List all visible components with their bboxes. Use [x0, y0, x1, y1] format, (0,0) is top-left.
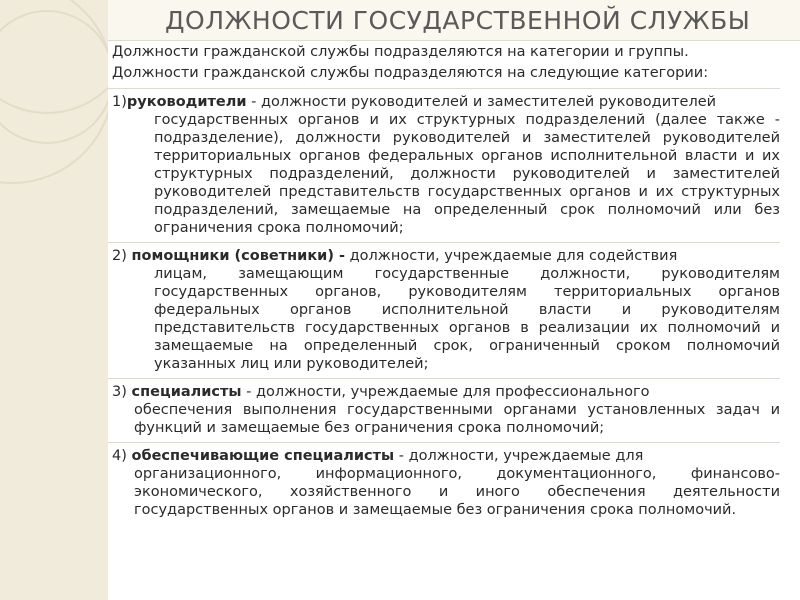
list-item [112, 247, 780, 373]
decorative-left-band [0, 0, 108, 600]
decorative-ring [0, 10, 108, 144]
list-item-text: государственных органов и их структурных подразделений (далее также - подразделение), должности руководителей и заместителей руководителей территориальных органов федеральных органов исполнительной власти и их структурных подразделений, должности руководителей и заместителей руководителей представительств государственных органов и их структурных подразделений, замещаемые на определенный срок полномочий или без ограничения срока полномочий; [154, 112, 780, 236]
divider [108, 40, 800, 41]
intro-line: Должности гражданской службы подразделяются на категории и группы. [112, 44, 689, 60]
list-item-lead-text: - должности, учреждаемые для профессионального [241, 384, 650, 400]
list-item-term: руководители [126, 94, 247, 110]
list-item [112, 447, 780, 519]
list-item [112, 93, 780, 237]
content [108, 42, 780, 519]
list-item-lead [112, 247, 780, 265]
intro-line: Должности гражданской службы подразделяются на следующие категории: [112, 65, 709, 81]
list-item-lead [112, 447, 780, 465]
list-item [112, 383, 780, 437]
list-item-term: обеспечивающие специалисты [131, 448, 395, 464]
list-item-text: организационного, информационного, документационного, финансово-экономического, хозяйственного и иного обеспечения деятельности государственных органов и замещаемые без ограничения срока полномочий. [134, 466, 780, 518]
list-item-text: лицам, замещающим государственные должности, руководителям государственных органов, руководителям территориальных органов федеральных органов исполнительной власти и руководителям представительств государственных органов в реализации их полномочий и замещаемые на определенный срок, ограниченный сроком полномочий указанных лиц или руководителей; [154, 266, 780, 372]
list-item-number: 3) [112, 384, 132, 400]
page-title: ДОЛЖНОСТИ ГОСУДАРСТВЕННОЙ СЛУЖБЫ [165, 6, 751, 35]
list-item-lead-text: должности, учреждаемые для содействия [345, 248, 678, 264]
divider [108, 88, 780, 89]
list-item-lead [112, 383, 780, 401]
list-item-lead-text: - должности, учреждаемые для [394, 448, 644, 464]
list-item-text: обеспечения выполнения государственными органами установленных задач и функций и замещаемые без ограничения срока полномочий; [134, 402, 780, 436]
divider [108, 378, 780, 379]
list-item-term: специалисты [131, 384, 242, 400]
list-item-lead-text: - должности руководителей и заместителей руководителей [246, 94, 717, 110]
list-item-number: 1) [112, 94, 127, 110]
divider [108, 242, 780, 243]
list-item-lead [112, 93, 780, 111]
list-item-number: 2) [112, 248, 132, 264]
list-item-term: помощники (советники) - [131, 248, 346, 264]
divider [108, 442, 780, 443]
list-item-number: 4) [112, 448, 132, 464]
